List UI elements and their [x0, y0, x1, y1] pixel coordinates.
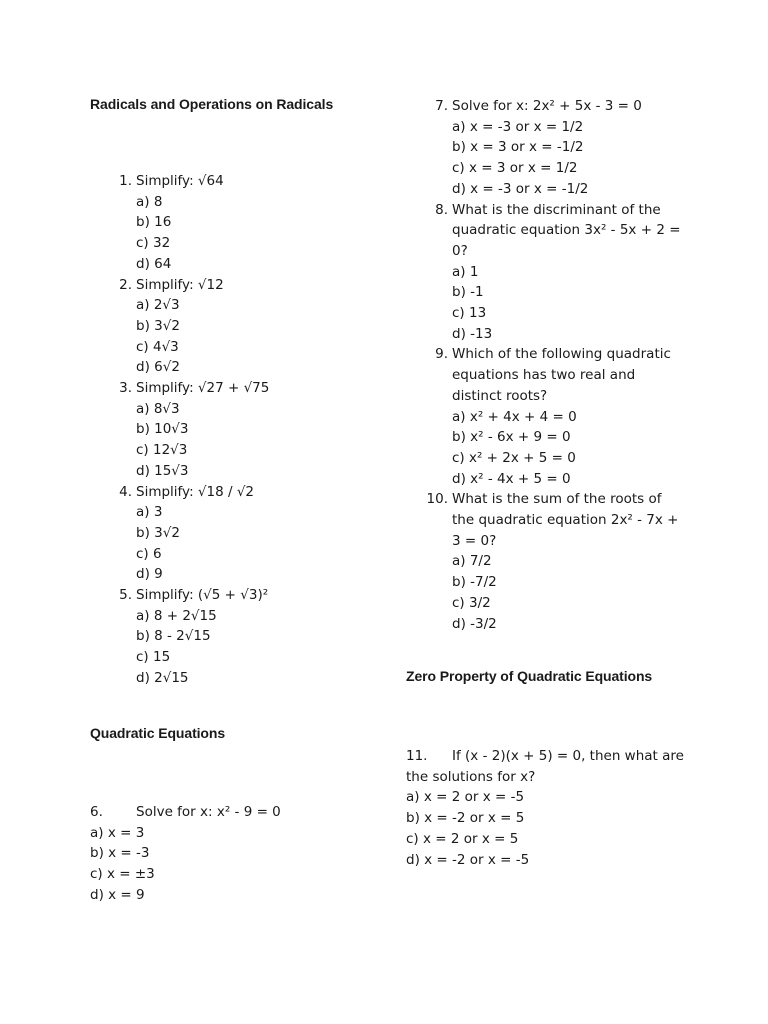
answer-option: c) 4√3	[136, 338, 179, 355]
answer-option: d) 6√2	[136, 359, 180, 376]
answer-option: b) 3√2	[136, 524, 180, 541]
answer-option: d) x = 9	[90, 886, 145, 903]
question-text: 3 = 0?	[452, 532, 497, 549]
document-page: Radicals and Operations on Radicals 1. Simplify: √64 a) 8 b) 16 c) 32 d) 64 2. Simplify: √12 a) 2√3 b) 3√2 c) 4√3 d) 6√2 3. Simplify: √27 + √75 a) 8√3 b) 10√3 c) 12√3 d) 15√3 4. Simplify: √18 / √2 a) 3 b) 3√2 c) 6 d) 9 5. Simplify: (√5 + √3)² a) 8 + 2√15 b) 8 - 2√15 c) 15 d) 2√15 Quadratic Equations 6. Solve for x: x² - 9 = 0 a) x = 3 b) x = -3 c) x = ±3 d) x = 9 7. Solve for x: 2x² + 5x - 3 = 0 a) x = -3 or x = 1/2 b) x = 3 or x = -1/2 c) x = 3 or x = 1/2 d) x = -3 or x = -1/2 8. What is the discriminant of the quadratic equation 3x² - 5x + 2 = 0? a) 1 b) -1 c) 13 d) -13 9. Which of the following quadratic equations has two real and distinct roots? a) x² + 4x + 4 = 0 b) x² - 6x + 9 = 0 c) x² + 2x + 5 = 0 d) x² - 4x + 5 = 0 10. What is the sum of the roots of the quadratic equation 2x² - 7x + 3 = 0? a) 7/2 b) -7/2 c) 3/2 d) -3/2 Zero Property of Quadratic Equations 11. If (x - 2)(x + 5) = 0, then what are the solutions for x? a) x = 2 or x = -5 b) x = -2 or x = 5 c) x = 2 or x = 5 d) x = -2 or x = -5	[0, 0, 768, 1024]
answer-option: c) x = 2 or x = 5	[406, 830, 519, 847]
answer-option: c) x = ±3	[90, 866, 155, 883]
answer-option: d) 9	[136, 566, 163, 583]
answer-option: b) x = 3 or x = -1/2	[452, 139, 584, 156]
answer-option: a) x² + 4x + 4 = 0	[452, 408, 577, 425]
answer-option: d) 2√15	[136, 669, 189, 686]
answer-option: a) 1	[452, 263, 479, 280]
answer-option: a) x = 3	[90, 824, 145, 841]
answer-option: a) x = 2 or x = -5	[406, 789, 525, 806]
answer-option: b) -1	[452, 284, 484, 301]
answer-option: b) x² - 6x + 9 = 0	[452, 429, 571, 446]
answer-option: d) x = -2 or x = -5	[406, 851, 530, 868]
question-text: Solve for x: 2x² + 5x - 3 = 0	[452, 98, 642, 114]
question-number: 6.	[90, 804, 103, 820]
section-title-zero-property: Zero Property of Quadratic Equations	[406, 668, 653, 684]
answer-option: c) 13	[452, 305, 487, 321]
answer-option: a) x = -3 or x = 1/2	[452, 118, 584, 135]
question-text: Simplify: √64	[136, 173, 224, 189]
question-text: Solve for x: x² - 9 = 0	[136, 804, 281, 820]
answer-option: c) 6	[136, 545, 162, 562]
answer-option: c) 12√3	[136, 442, 188, 459]
question-text: equations has two real and	[452, 367, 636, 384]
question-text: the quadratic equation 2x² - 7x +	[452, 512, 679, 528]
question-text: distinct roots?	[452, 387, 548, 404]
answer-option: a) 7/2	[452, 553, 492, 570]
answer-option: d) -13	[452, 325, 493, 342]
question-text: the solutions for x?	[406, 768, 536, 785]
answer-option: b) 10√3	[136, 421, 189, 438]
answer-option: a) 8 + 2√15	[136, 607, 217, 624]
answer-option: b) 3√2	[136, 317, 180, 334]
answer-option: b) 16	[136, 214, 172, 231]
question-text: Simplify: √27 + √75	[136, 380, 270, 396]
question-text: If (x - 2)(x + 5) = 0, then what are	[452, 748, 684, 764]
question-number: 11.	[406, 748, 428, 764]
answer-option: a) 2√3	[136, 297, 180, 314]
answer-option: b) -7/2	[452, 574, 497, 591]
question-text: Simplify: √12	[136, 276, 224, 293]
question-text: Which of the following quadratic	[452, 346, 671, 363]
answer-option: a) 8√3	[136, 400, 180, 417]
question-text: What is the discriminant of the	[452, 201, 661, 218]
answer-option: a) 8	[136, 193, 163, 210]
answer-option: b) x = -3	[90, 845, 150, 862]
answer-option: d) x² - 4x + 5 = 0	[452, 470, 571, 487]
answer-option: b) x = -2 or x = 5	[406, 810, 525, 827]
answer-option: d) -3/2	[452, 615, 497, 632]
section-title-radicals: Radicals and Operations on Radicals	[90, 96, 334, 112]
question-text: What is the sum of the roots of	[452, 491, 662, 508]
answer-option: c) x = 3 or x = 1/2	[452, 160, 578, 177]
answer-option: c) 32	[136, 235, 171, 252]
answer-option: d) 15√3	[136, 462, 189, 479]
question-text: Simplify: √18 / √2	[136, 483, 255, 500]
answer-option: c) x² + 2x + 5 = 0	[452, 449, 576, 466]
answer-option: d) 64	[136, 255, 172, 272]
question-text: 0?	[452, 242, 468, 259]
answer-option: c) 15	[136, 649, 171, 666]
answer-option: c) 3/2	[452, 594, 491, 611]
question-text: Simplify: (√5 + √3)²	[136, 587, 269, 603]
answer-option: d) x = -3 or x = -1/2	[452, 180, 589, 197]
answer-option: b) 8 - 2√15	[136, 628, 211, 645]
section-title-quadratic: Quadratic Equations	[90, 725, 226, 741]
question-text: quadratic equation 3x² - 5x + 2 =	[452, 222, 681, 239]
answer-option: a) 3	[136, 504, 163, 521]
